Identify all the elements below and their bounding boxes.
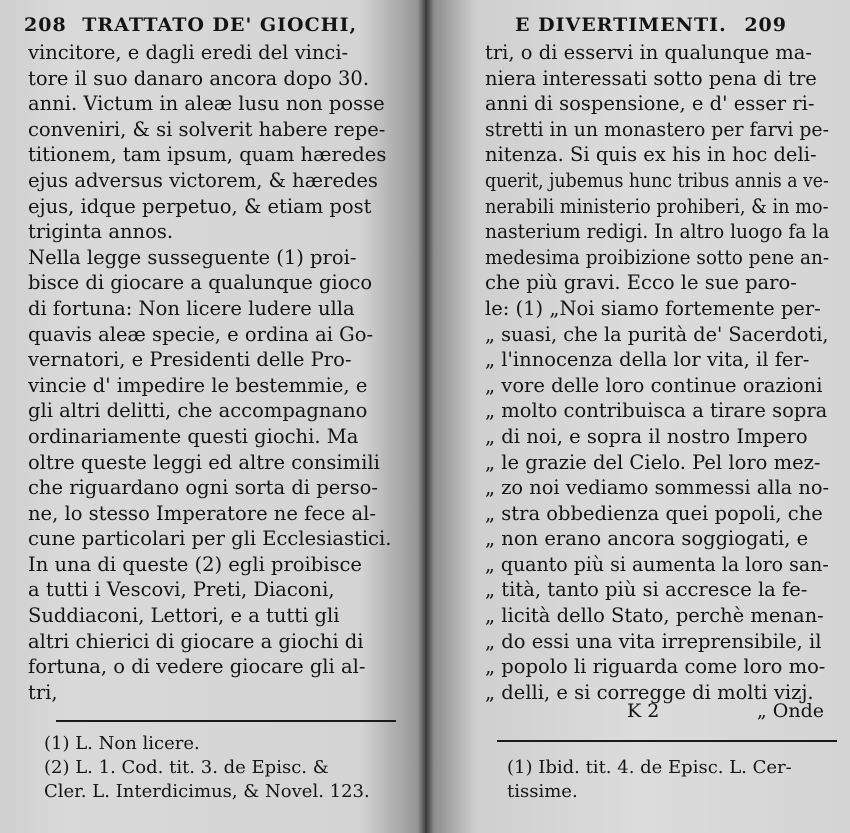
text-line: che più gravi. Ecco le sue paro- bbox=[485, 271, 797, 295]
text-line: „ le grazie del Cielo. Pel loro mez- bbox=[485, 450, 821, 474]
text-line: „ non erano ancora soggiogati, e bbox=[485, 527, 809, 551]
text-line: „ l'innocenza della lor vita, il fer- bbox=[485, 348, 810, 372]
footnote-line: tissime. bbox=[507, 781, 578, 802]
text-line: „ quanto più si aumenta la loro san- bbox=[485, 552, 829, 576]
left-page-number: 208 bbox=[24, 14, 67, 36]
text-line: querit, jubemus hunc tribus annis a ve- bbox=[485, 168, 829, 192]
right-page-number: 209 bbox=[744, 14, 787, 36]
left-body-text bbox=[28, 40, 400, 705]
text-line: di fortuna: Non licere ludere ulla bbox=[28, 296, 355, 320]
text-line: che riguardano ogni sorta di perso- bbox=[28, 476, 378, 500]
right-page bbox=[425, 0, 850, 833]
right-footnotes bbox=[507, 756, 837, 804]
text-line: tore il suo danaro ancora dopo 30. bbox=[28, 66, 370, 90]
text-line: tri, o di esservi in qualunque ma- bbox=[485, 41, 813, 64]
text-line: le: (1) „Noi siamo fortemente per- bbox=[485, 296, 821, 320]
text-line: gli altri delitti, che accompagnano bbox=[28, 399, 368, 423]
text-line: oltre queste leggi ed altre consimili bbox=[28, 450, 380, 474]
right-footnote-rule bbox=[497, 740, 837, 742]
right-running-head bbox=[507, 14, 787, 36]
left-running-title: TRATTATO DE' GIOCHI, bbox=[82, 14, 358, 36]
text-line: „ molto contribuisca a tirare sopra bbox=[485, 399, 828, 423]
text-line: In una di queste (2) egli proibisce bbox=[28, 552, 362, 576]
text-line: nitenza. Si quis ex his in hoc deli- bbox=[485, 143, 817, 167]
text-line: ordinariamente questi giochi. Ma bbox=[28, 424, 359, 448]
catchword: „ Onde bbox=[756, 700, 824, 722]
text-line: tri, bbox=[28, 680, 58, 704]
right-running-title: E DIVERTIMENTI. bbox=[515, 14, 727, 36]
text-line: „ tità, tanto più si accresce la fe- bbox=[485, 578, 808, 602]
text-line: altri chierici di giocare a giochi di bbox=[28, 629, 364, 653]
footnote-line: (1) Ibid. tit. 4. de Episc. L. Cer- bbox=[507, 757, 792, 778]
book-gutter bbox=[418, 0, 434, 833]
footnote-line: (2) L. 1. Cod. tit. 3. de Episc. & bbox=[44, 757, 329, 778]
text-line: Suddiaconi, Lettori, e a tutti gli bbox=[28, 604, 340, 628]
text-line: a tutti i Vescovi, Preti, Diaconi, bbox=[28, 578, 335, 602]
text-line: anni. Victum in aleæ lusu non posse bbox=[28, 92, 385, 116]
footnote-line: Cler. L. Interdicimus, & Novel. 123. bbox=[44, 781, 370, 802]
text-line: „ di noi, e sopra il nostro Impero bbox=[485, 424, 808, 448]
text-line: anni di sospensione, e d' esser ri- bbox=[485, 92, 815, 116]
text-line: niera interessati sotto pena di tre bbox=[485, 66, 817, 90]
text-line: cune particolari per gli Ecclesiastici. bbox=[28, 527, 392, 551]
text-line: „ stra obbedienza quei popoli, che bbox=[485, 501, 823, 525]
left-running-head bbox=[24, 14, 357, 36]
text-line: bisce di giocare a qualunque gioco bbox=[28, 271, 373, 295]
text-line: titionem, tam ipsum, quam hæredes bbox=[28, 143, 387, 167]
text-line: conveniri, & si solverit habere repe- bbox=[28, 117, 386, 141]
text-line: „ popolo li riguarda come loro mo- bbox=[485, 655, 826, 679]
left-footnote-rule bbox=[56, 720, 396, 722]
text-line: „ zo noi vediamo sommessi alla no- bbox=[485, 476, 830, 500]
text-line: quavis aleæ specie, e ordina ai Go- bbox=[28, 322, 374, 346]
text-line: ejus adversus victorem, & hæredes bbox=[28, 168, 378, 192]
text-line: vincitore, e dagli eredi del vinci- bbox=[28, 41, 349, 64]
right-body-text bbox=[485, 40, 829, 705]
text-line: medesima proibizione sotto pene an- bbox=[485, 245, 830, 269]
left-footnotes bbox=[44, 732, 414, 804]
text-line: „ do essi una vita irreprensibile, il bbox=[485, 629, 822, 653]
text-line: „ delli, e si corregge di molti vizj. bbox=[485, 680, 814, 704]
text-line: „ licità dello Stato, perchè menan- bbox=[485, 604, 824, 628]
text-line: vernatori, e Presidenti delle Pro- bbox=[28, 348, 352, 372]
text-line: stretti in un monastero per farvi pe- bbox=[485, 117, 829, 141]
footnote-line: (1) L. Non licere. bbox=[44, 733, 200, 754]
text-line: Nella legge susseguente (1) proi- bbox=[28, 245, 357, 269]
text-line: „ vore delle loro continue orazioni bbox=[485, 373, 823, 397]
text-line: fortuna, o di vedere giocare gli al- bbox=[28, 655, 366, 679]
text-line: „ suasi, che la purità de' Sacerdoti, bbox=[485, 322, 829, 346]
text-line: nerabili ministerio prohiberi, & in mo- bbox=[485, 194, 829, 218]
text-line: ne, lo stesso Imperatore ne fece al- bbox=[28, 501, 376, 525]
text-line: vincie d' impedire le bestemmie, e bbox=[28, 373, 368, 397]
text-line: nasterium redigi. In altro luogo fa la bbox=[485, 220, 830, 244]
text-line: ejus, idque perpetuo, & etiam post bbox=[28, 194, 372, 218]
text-line: triginta annos. bbox=[28, 220, 174, 244]
signature-mark: K 2 bbox=[627, 700, 660, 722]
